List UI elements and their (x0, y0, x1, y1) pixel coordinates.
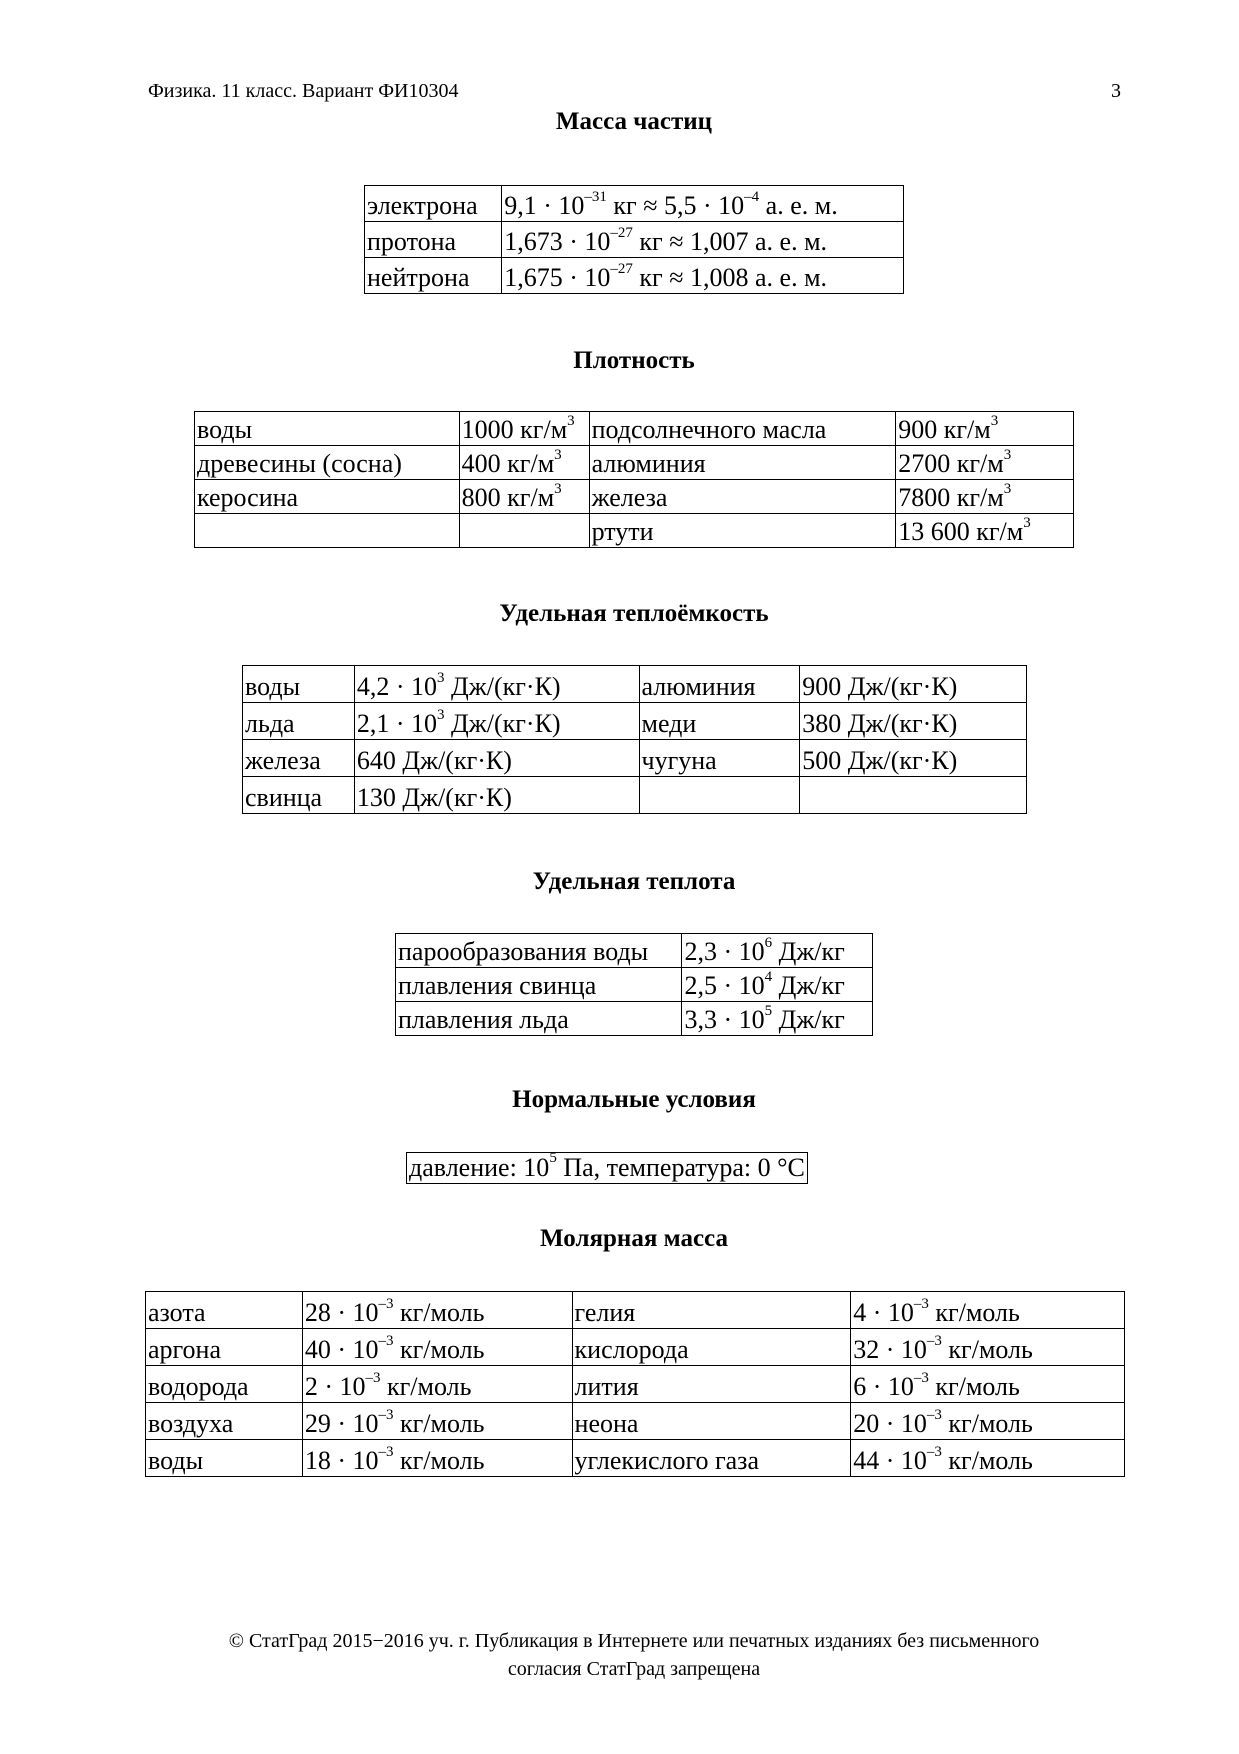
cell-text: аргона (148, 1335, 222, 1365)
pressure-exponent: 5 (549, 1150, 557, 1166)
cell-text: азота (148, 1298, 206, 1328)
exponent: 3 (554, 481, 562, 498)
cell-text: 9,1 · 10 (504, 191, 585, 221)
cell-text: а. е. м. (759, 191, 838, 221)
density-value (896, 412, 1074, 446)
molar-mass-value (851, 1292, 1125, 1329)
exponent: 3 (567, 413, 575, 430)
page-number: 3 (1111, 80, 1121, 102)
molar-mass-value (302, 1366, 572, 1403)
substance-name (146, 1292, 303, 1329)
density-value (896, 480, 1074, 514)
process-name (396, 968, 682, 1002)
exponent: 3 (437, 707, 445, 724)
density-value (459, 514, 589, 548)
cell-text: 13 600 кг/м (898, 517, 1024, 547)
cell-text: кг/моль (380, 1372, 472, 1402)
table-row (146, 1440, 1125, 1477)
cell-text: гелия (574, 1298, 636, 1328)
particle-name (365, 222, 502, 258)
footer-line-1: © СтатГрад 2015−2016 уч. г. Публикация в Интернете или печатных изданиях без письменного (228, 1630, 1040, 1652)
molar-mass-value (302, 1292, 572, 1329)
specific-heat-table (395, 933, 873, 1036)
density-value (459, 480, 589, 514)
heat-capacity-value (800, 666, 1027, 703)
substance-name (639, 703, 800, 740)
cell-text: древесины (сосна) (197, 449, 402, 479)
cell-text: 20 · 10 (853, 1409, 927, 1439)
cell-text: кг/моль (393, 1335, 485, 1365)
cell-text: 130 Дж/(кг·К) (356, 783, 512, 813)
heat-capacity-value (800, 740, 1027, 777)
cell-text: ртути (591, 517, 654, 547)
substance-name (589, 480, 896, 514)
cell-text: лития (574, 1372, 639, 1402)
cell-text: 2,1 · 10 (356, 709, 438, 739)
cell-text: водорода (148, 1372, 249, 1402)
cell-text: Дж/кг (772, 1005, 845, 1035)
cell-text: 1000 кг/м (461, 415, 568, 445)
heat-capacity-value (354, 740, 639, 777)
table-row (195, 480, 1074, 514)
substance-name (195, 514, 460, 548)
substance-name (243, 666, 355, 703)
process-name (396, 934, 682, 968)
process-name (396, 1002, 682, 1036)
substance-name (572, 1329, 851, 1366)
cell-text: 400 кг/м (461, 449, 555, 479)
normal-conditions-box (406, 1152, 808, 1184)
substance-name (146, 1440, 303, 1477)
substance-name (195, 480, 460, 514)
cell-text: кг/моль (928, 1372, 1020, 1402)
header-title: Физика. 11 класс. Вариант ФИ10304 (148, 80, 459, 102)
cell-text: кг ≈ 5,5 · 10 (606, 191, 745, 221)
cell-text: 500 Дж/(кг·К) (802, 746, 958, 776)
particle-mass (502, 186, 904, 222)
substance-name (572, 1366, 851, 1403)
exponent: 5 (764, 1003, 773, 1020)
copyright-footer (0, 1627, 1239, 1683)
substance-name (146, 1366, 303, 1403)
exponent: –3 (926, 1407, 942, 1424)
exponent: –27 (610, 261, 633, 278)
table-row (146, 1292, 1125, 1329)
table-row (365, 186, 904, 222)
cell-text: подсолнечного масла (591, 415, 827, 445)
particle-name (365, 258, 502, 294)
table-row (243, 666, 1027, 703)
cell-text: кг ≈ 1,007 а. е. м. (632, 227, 828, 257)
heat-capacity-title: Удельная теплоёмкость (499, 600, 769, 627)
specific-heat-value (682, 1002, 873, 1036)
density-value (459, 446, 589, 480)
exponent: –3 (365, 1370, 381, 1387)
substance-name (243, 703, 355, 740)
cell-text: 640 Дж/(кг·К) (356, 746, 512, 776)
cell-text: чугуна (641, 746, 717, 776)
cell-text: керосина (197, 483, 299, 513)
table-row (195, 446, 1074, 480)
substance-name (195, 412, 460, 446)
footer-line-2: согласия СтатГрад запрещена (507, 1658, 761, 1680)
cell-text: 2,3 · 10 (684, 937, 765, 967)
cell-text: 2,5 · 10 (684, 971, 765, 1001)
heat-capacity-table (242, 665, 1027, 814)
substance-name (146, 1403, 303, 1440)
cell-text: Дж/(кг·К) (444, 709, 561, 739)
cell-text: 28 · 10 (304, 1298, 379, 1328)
exponent: –3 (926, 1444, 942, 1461)
exponent: 3 (437, 670, 445, 687)
substance-name (589, 446, 896, 480)
heat-capacity-value (800, 777, 1027, 814)
cell-text: 40 · 10 (304, 1335, 379, 1365)
substance-name (639, 740, 800, 777)
mass-title: Масса частиц (555, 108, 713, 135)
molar-mass-value (851, 1366, 1125, 1403)
cell-text: кг/моль (941, 1446, 1033, 1476)
particle-mass (502, 258, 904, 294)
exponent: –3 (913, 1370, 929, 1387)
substance-name (639, 777, 800, 814)
cell-text: кг/моль (393, 1409, 485, 1439)
density-value (896, 514, 1074, 548)
table-row (243, 740, 1027, 777)
page-header (148, 80, 1121, 110)
cell-text: алюминия (641, 672, 756, 702)
cell-text: железа (591, 483, 668, 513)
density-table (194, 411, 1074, 548)
exponent: 6 (764, 935, 773, 952)
table-row (396, 1002, 873, 1036)
normal-conditions-title: Нормальные условия (512, 1086, 756, 1113)
molar-mass-value (302, 1403, 572, 1440)
cell-text: железа (245, 746, 321, 776)
molar-mass-value (851, 1403, 1125, 1440)
cell-text: 2700 кг/м (898, 449, 1004, 479)
cell-text: меди (641, 709, 697, 739)
substance-name (589, 514, 896, 548)
table-row (146, 1403, 1125, 1440)
substance-name (572, 1292, 851, 1329)
table-row (195, 412, 1074, 446)
cell-text: 800 кг/м (461, 483, 555, 513)
density-value (896, 446, 1074, 480)
exponent: –4 (744, 189, 760, 206)
table-row (365, 222, 904, 258)
cell-text: 44 · 10 (853, 1446, 927, 1476)
substance-name (195, 446, 460, 480)
substance-name (589, 412, 896, 446)
cell-text: кг/моль (928, 1298, 1020, 1328)
exponent: –3 (378, 1296, 394, 1313)
cell-text: 1,673 · 10 (504, 227, 611, 257)
cell-text: 4 · 10 (853, 1298, 914, 1328)
substance-name (572, 1403, 851, 1440)
cell-text: кислорода (574, 1335, 689, 1365)
cell-text: Дж/кг (772, 937, 845, 967)
cell-text: Дж/кг (772, 971, 845, 1001)
specific-heat-value (682, 934, 873, 968)
cell-text: кг ≈ 1,008 а. е. м. (632, 263, 828, 293)
specific-heat-value (682, 968, 873, 1002)
exponent: –27 (610, 225, 633, 242)
exponent: 3 (554, 447, 562, 464)
temperature-text: Па, температура: 0 °С (556, 1153, 805, 1182)
cell-text: кг/моль (393, 1446, 485, 1476)
molar-mass-value (302, 1440, 572, 1477)
cell-text: 32 · 10 (853, 1335, 927, 1365)
table-row (243, 777, 1027, 814)
cell-text: 7800 кг/м (898, 483, 1004, 513)
table-row (396, 934, 873, 968)
table-row (195, 514, 1074, 548)
cell-text: протона (367, 227, 457, 257)
exponent: –3 (913, 1296, 929, 1313)
table-row (365, 258, 904, 294)
substance-name (572, 1440, 851, 1477)
molar-mass-value (302, 1329, 572, 1366)
heat-capacity-value (354, 777, 639, 814)
cell-text: 900 кг/м (898, 415, 991, 445)
cell-text: 29 · 10 (304, 1409, 379, 1439)
density-title: Плотность (573, 347, 695, 374)
heat-capacity-value (354, 666, 639, 703)
heat-capacity-value (800, 703, 1027, 740)
exponent: 3 (990, 413, 999, 430)
cell-text: кг/моль (941, 1409, 1033, 1439)
cell-text: кг/моль (941, 1335, 1033, 1365)
cell-text: углекислого газа (574, 1446, 759, 1476)
exponent: –3 (926, 1333, 942, 1350)
mass-table (364, 185, 904, 294)
exponent: –31 (584, 189, 607, 206)
table-row (146, 1366, 1125, 1403)
cell-text: нейтрона (367, 263, 470, 293)
exponent: 4 (764, 969, 773, 986)
cell-text: воды (197, 415, 253, 445)
cell-text: 900 Дж/(кг·К) (802, 672, 958, 702)
density-value (459, 412, 589, 446)
exponent: –3 (378, 1407, 394, 1424)
substance-name (639, 666, 800, 703)
cell-text: 6 · 10 (853, 1372, 914, 1402)
table-row (146, 1329, 1125, 1366)
cell-text: парообразования воды (398, 937, 649, 967)
substance-name (243, 740, 355, 777)
substance-name (243, 777, 355, 814)
cell-text: плавления льда (398, 1005, 569, 1035)
cell-text: льда (245, 709, 295, 739)
cell-text: 4,2 · 10 (356, 672, 438, 702)
specific-heat-title: Удельная теплота (532, 868, 736, 895)
cell-text: 1,675 · 10 (504, 263, 611, 293)
molar-mass-value (851, 1329, 1125, 1366)
particle-mass (502, 222, 904, 258)
exponent: 3 (1003, 447, 1012, 464)
exponent: 3 (1003, 481, 1012, 498)
cell-text: 2 · 10 (304, 1372, 366, 1402)
substance-name (146, 1329, 303, 1366)
cell-text: 18 · 10 (304, 1446, 379, 1476)
cell-text: 3,3 · 10 (684, 1005, 765, 1035)
cell-text: Дж/(кг·К) (444, 672, 561, 702)
cell-text: неона (574, 1409, 639, 1439)
cell-text: алюминия (591, 449, 706, 479)
cell-text: электрона (367, 191, 478, 221)
molar-mass-title: Молярная масса (540, 1225, 728, 1252)
cell-text: плавления свинца (398, 971, 597, 1001)
table-row (243, 703, 1027, 740)
cell-text: воды (245, 672, 301, 702)
exponent: 3 (1023, 515, 1031, 532)
pressure-text: давление: 10 (409, 1153, 550, 1182)
cell-text: кг/моль (393, 1298, 485, 1328)
particle-name (365, 186, 502, 222)
exponent: –3 (378, 1333, 394, 1350)
heat-capacity-value (354, 703, 639, 740)
cell-text: 380 Дж/(кг·К) (802, 709, 958, 739)
cell-text: воды (148, 1446, 204, 1476)
cell-text: воздуха (148, 1409, 234, 1439)
molar-mass-value (851, 1440, 1125, 1477)
exponent: –3 (378, 1444, 394, 1461)
molar-mass-table (145, 1291, 1125, 1477)
cell-text: свинца (245, 783, 323, 813)
table-row (396, 968, 873, 1002)
